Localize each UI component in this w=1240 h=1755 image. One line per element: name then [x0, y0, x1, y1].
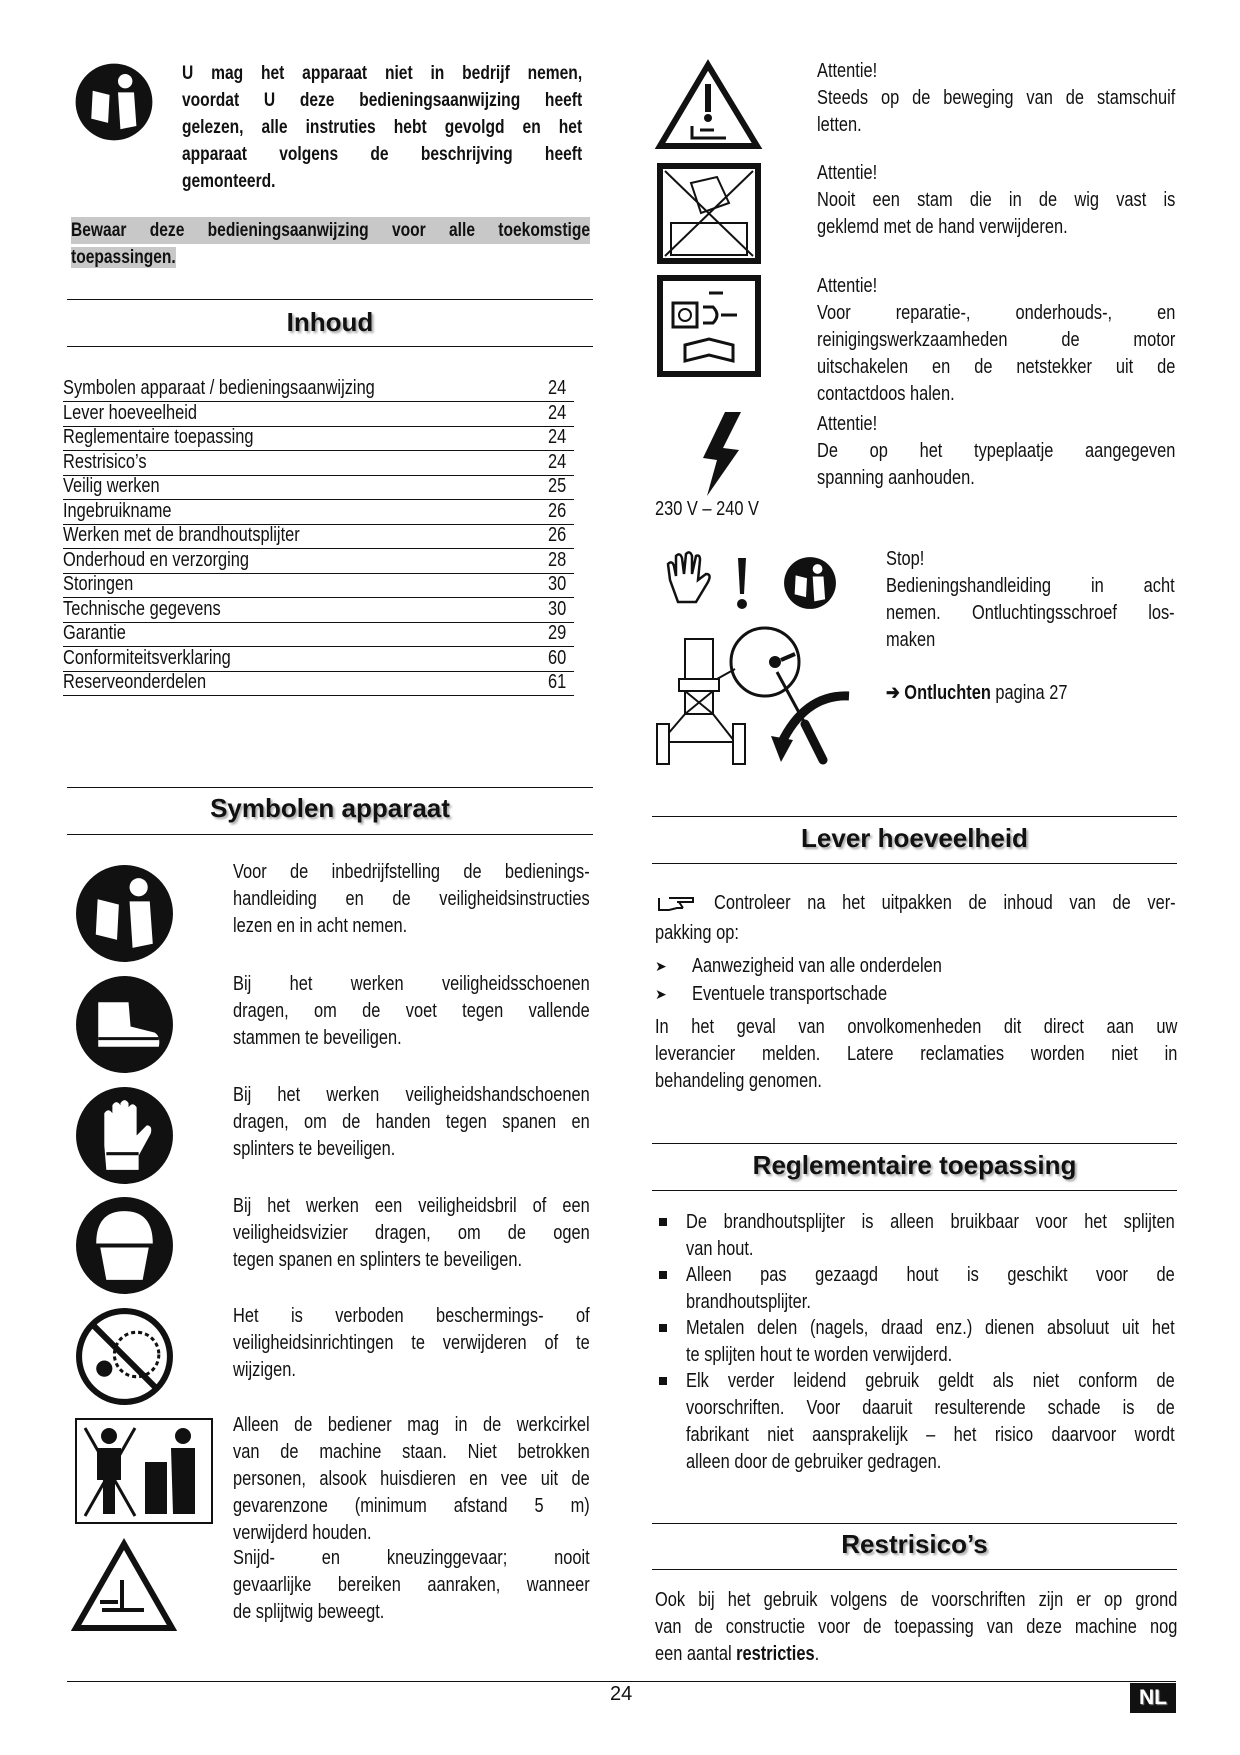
language-badge: NL [1130, 1683, 1176, 1713]
divider [67, 346, 593, 347]
toc-item-label: Restrisico’s [63, 450, 147, 473]
text-line: handleiding en de veiligheidsinstructies [233, 888, 590, 910]
symbol-description [233, 971, 590, 1052]
text-line: te splijten hout te worden verwijderd. [686, 1344, 953, 1366]
restrisicos-heading: Restrisico’s [841, 1529, 988, 1559]
text-line: Elk verder leidend gebruik geldt als niet conform de [686, 1370, 1175, 1392]
toc-item[interactable] [63, 400, 574, 427]
divider [652, 1190, 1177, 1191]
top-notice [182, 60, 582, 195]
text-line: Metalen delen (nagels, draad enz.) dienen absoluut uit het [686, 1317, 1175, 1339]
text-line: reinigingswerkzaamheden de motor [817, 329, 1176, 351]
toc-item-label: Reglementaire toepassing [63, 426, 254, 448]
toc-item-page: 30 [547, 573, 566, 595]
text-line: alleen door de gebruiker gedragen. [686, 1451, 942, 1473]
toc-item-label: Reserveonderdelen [63, 671, 207, 693]
footer-divider [67, 1681, 1176, 1682]
text-line: splinters te beveiligen. [233, 1138, 396, 1160]
text-line: geklemd met de hand verwijderen. [817, 216, 1068, 238]
toc-item-label: Onderhoud en verzorging [63, 548, 249, 571]
voltage-label: 230 V – 240 V [655, 498, 759, 520]
toc-item-label: Conformiteitsverklaring [63, 646, 231, 669]
toc-item-page: 60 [547, 646, 566, 669]
attention-title: Attentie! [817, 162, 878, 184]
text-line: De brandhoutsplijter is alleen bruikbaar voor het splijten [686, 1211, 1175, 1233]
toc-item[interactable] [63, 498, 574, 525]
safety-gloves-icon [74, 1085, 175, 1186]
divider [652, 1523, 1177, 1524]
lever-bullet: Aanwezigheid van alle onderdelen [692, 955, 942, 977]
text-line: U mag het apparaat niet in bedrijf nemen, [182, 63, 583, 84]
work-zone-icon [75, 1418, 213, 1524]
read-manual-icon [74, 863, 175, 964]
lever-intro-line: Controleer na het uitpakken de inhoud van de ver- [714, 892, 1176, 914]
text-line: gemonteerd. [182, 171, 276, 192]
text-line: van hout. [686, 1238, 754, 1260]
symbol-description [233, 1303, 590, 1384]
divider [652, 1569, 1177, 1570]
text-line: gevarenzone (minimum afstand 5 m) [233, 1495, 590, 1517]
keep-notice [71, 217, 590, 271]
divider [67, 299, 593, 300]
text-line: veiligheidsvizier dragen, om de ogen [233, 1222, 590, 1244]
text-line: Bij het werken een veiligheidsbril of een [233, 1195, 590, 1217]
no-hand-removal-icon [657, 163, 761, 264]
text-line: Bij het werken veiligheidsschoenen [233, 973, 590, 995]
restrisicos-line: van de constructie voor de toepassing van deze machine nog [655, 1616, 1178, 1638]
text-line: Alleen pas gezaagd hout is geschikt voor de [686, 1264, 1175, 1286]
text-line: voordat U deze bedieningsaanwijzing heeft [182, 90, 583, 111]
crush-hazard-icon [72, 1540, 176, 1632]
read-manual-icon [74, 62, 154, 142]
restrisicos-prefix: een aantal [655, 1643, 737, 1665]
symbol-description [233, 1412, 590, 1547]
toc-item[interactable] [63, 547, 574, 574]
text-line: van de machine staan. Niet betrokken [233, 1441, 590, 1463]
bleeding-reference-link[interactable] [886, 680, 1067, 707]
toc-item-label: Werken met de brandhoutsplijter [63, 524, 300, 546]
toc-item[interactable] [63, 449, 574, 476]
lever-intro-2: pakking op: [655, 922, 739, 944]
text-line: Bedieningshandleiding in acht [886, 575, 1175, 597]
text-line: brandhoutsplijter. [686, 1291, 811, 1313]
toc-item-page: 24 [547, 450, 566, 473]
symbol-description [233, 1193, 590, 1274]
divider [652, 863, 1177, 864]
bullet-square-icon [659, 1377, 667, 1385]
toc-item[interactable] [63, 375, 574, 402]
text-line: gelezen, alle instruties hebt gevolgd en het [182, 117, 583, 138]
symbols-heading: Symbolen apparaat [210, 793, 450, 823]
toc-item[interactable] [63, 522, 574, 549]
reglementair-bullet [686, 1262, 1175, 1316]
toc-item[interactable] [63, 473, 574, 500]
read-manual-icon [783, 556, 837, 610]
text-line: voorschriften. Voor daaruit resulterende schade is de [686, 1397, 1175, 1419]
text-line: gevaarlijke bereiken aanraken, wanneer [233, 1574, 590, 1596]
bullet-square-icon [659, 1218, 667, 1226]
toc-item-label: Symbolen apparaat / bedieningsaanwijzing [63, 377, 375, 399]
link-bold: Ontluchten [904, 682, 991, 704]
text-line: stammen te beveiligen. [233, 1027, 402, 1049]
text-line: In het geval van onvolkomenheden dit direct aan uw [655, 1016, 1178, 1038]
toc-item-page: 25 [547, 475, 566, 497]
text-line: spanning aanhouden. [817, 467, 975, 489]
divider [652, 1143, 1177, 1144]
attention-title: Attentie! [817, 413, 878, 435]
text-line: behandeling genomen. [655, 1070, 822, 1092]
toc-item-page: 30 [547, 597, 566, 620]
toc-item-page: 61 [547, 671, 566, 693]
lightning-bolt-icon [697, 410, 753, 498]
link-page: pagina 27 [990, 682, 1068, 704]
bullet-arrow-icon: ➤ [655, 986, 667, 1002]
toc-item-label: Veilig werken [63, 475, 160, 497]
attention-block [817, 160, 1175, 241]
stop-title: Stop! [886, 548, 925, 570]
bullet-square-icon [659, 1271, 667, 1279]
toc-heading: Inhoud [286, 307, 374, 337]
safety-shoes-icon [74, 974, 175, 1075]
text-line: De op het typeplaatje aangegeven [817, 440, 1176, 462]
text-line: nemen. Ontluchtingsschroef los- [886, 602, 1175, 624]
reglementair-bullet [686, 1315, 1175, 1369]
text-line: contactdoos halen. [817, 383, 955, 405]
text-line: de splijtwig beweegt. [233, 1601, 385, 1623]
divider [652, 816, 1177, 817]
reglementair-heading: Reglementaire toepassing [752, 1150, 1077, 1180]
text-line: verwijderd houden. [233, 1522, 372, 1544]
text-line: Voor reparatie-, onderhouds-, en [817, 302, 1176, 324]
warning-triangle-icon [656, 62, 761, 150]
toc-item-page: 28 [547, 548, 566, 571]
text-line: maken [886, 629, 936, 651]
attention-block [817, 411, 1175, 492]
toc-item-label: Lever hoeveelheid [63, 401, 198, 424]
toc-item[interactable] [63, 424, 574, 451]
attention-title: Attentie! [817, 275, 878, 297]
restrisicos-paragraph [655, 1587, 1177, 1668]
text-line: tegen spanen en splinters te beveiligen. [233, 1249, 523, 1271]
toc-item-label: Garantie [63, 622, 126, 644]
lever-paragraph [655, 1014, 1177, 1095]
page-number: 24 [610, 1683, 633, 1705]
text-line: Voor de inbedrijfstelling de bedienings- [233, 861, 590, 883]
text-line: wijzigen. [233, 1359, 296, 1381]
toc-item-label: Ingebruikname [63, 499, 172, 522]
reglementair-bullet [686, 1209, 1175, 1263]
text-line: leverancier melden. Latere reclamaties worden niet in [655, 1043, 1178, 1065]
face-shield-icon [74, 1195, 175, 1296]
symbol-description [233, 1082, 590, 1163]
toc-item-page: 24 [547, 426, 566, 448]
restrisicos-line: Ook bij het gebruik volgens de voorschriften zijn er op grond [655, 1589, 1178, 1611]
unplug-before-maintenance-icon [657, 275, 761, 377]
exclamation-icon [735, 556, 749, 612]
text-line: veiligheidsinrichtingen te verwijderen of te [233, 1332, 590, 1354]
lever-intro [714, 890, 1176, 917]
text-line: Het is verboden beschermings- of [233, 1305, 590, 1327]
text-line: dragen, om de voet tegen vallende [233, 1000, 590, 1022]
text-line: Snijd- en kneuzinggevaar; nooit [233, 1547, 590, 1569]
divider [67, 834, 593, 835]
text-line: Steeds op de beweging van de stamschuif [817, 87, 1176, 109]
toc-item[interactable] [63, 571, 574, 598]
text-line: letten. [817, 114, 862, 136]
text-line: apparaat volgens de beschrijving heeft [182, 144, 583, 165]
bullet-square-icon [659, 1324, 667, 1332]
keep-notice-line: Bewaar deze bedieningsaanwijzing voor alle toekomstige [71, 217, 590, 244]
text-line: fabrikant niet aansprakelijk – het risico daarvoor wordt [686, 1424, 1175, 1446]
bullet-arrow-icon: ➤ [655, 958, 667, 974]
text-line: uitschakelen en de netstekker uit de [817, 356, 1176, 378]
restrisicos-suffix: . [814, 1643, 820, 1665]
divider [67, 787, 593, 788]
text-line: Alleen de bediener mag in de werkcirkel [233, 1414, 590, 1436]
lever-bullet: Eventuele transportschade [692, 983, 888, 1005]
text-line: dragen, om de handen tegen spanen en [233, 1111, 590, 1133]
toc-item-page: 24 [547, 377, 566, 399]
reglementair-bullet [686, 1368, 1175, 1476]
attention-block [817, 58, 1175, 139]
toc-item[interactable] [63, 645, 574, 672]
stop-hand-icon [664, 550, 716, 606]
text-line: personen, alsook huisdieren en vee uit de [233, 1468, 590, 1490]
lever-heading: Lever hoeveelheid [801, 823, 1028, 853]
pointing-hand-icon [657, 896, 695, 912]
toc-item[interactable] [63, 596, 574, 623]
keep-notice-line: toepassingen. [71, 247, 176, 268]
stop-text [886, 546, 1175, 654]
toc-item[interactable] [63, 669, 574, 696]
attention-title: Attentie! [817, 60, 878, 82]
text-line: Nooit een stam die in de wig vast is [817, 189, 1176, 211]
toc-item-page: 26 [547, 524, 566, 546]
toc-item-page: 26 [547, 499, 566, 522]
toc-item-page: 29 [547, 622, 566, 644]
bleed-screw-illustration-icon [655, 624, 860, 769]
toc-item-label: Technische gegevens [63, 597, 221, 620]
restrisicos-bold: restricties [736, 1643, 815, 1665]
toc-item[interactable] [63, 620, 574, 647]
text-line: Bij het werken veiligheidshandschoenen [233, 1084, 590, 1106]
arrow-right-icon: ➔ [886, 682, 900, 704]
no-guard-removal-icon [74, 1306, 175, 1407]
toc-item-page: 24 [547, 401, 566, 424]
text-line: lezen en in acht nemen. [233, 915, 408, 937]
toc-item-label: Storingen [63, 573, 134, 595]
symbol-description [233, 1545, 590, 1626]
symbol-description [233, 859, 590, 940]
attention-block [817, 273, 1175, 408]
